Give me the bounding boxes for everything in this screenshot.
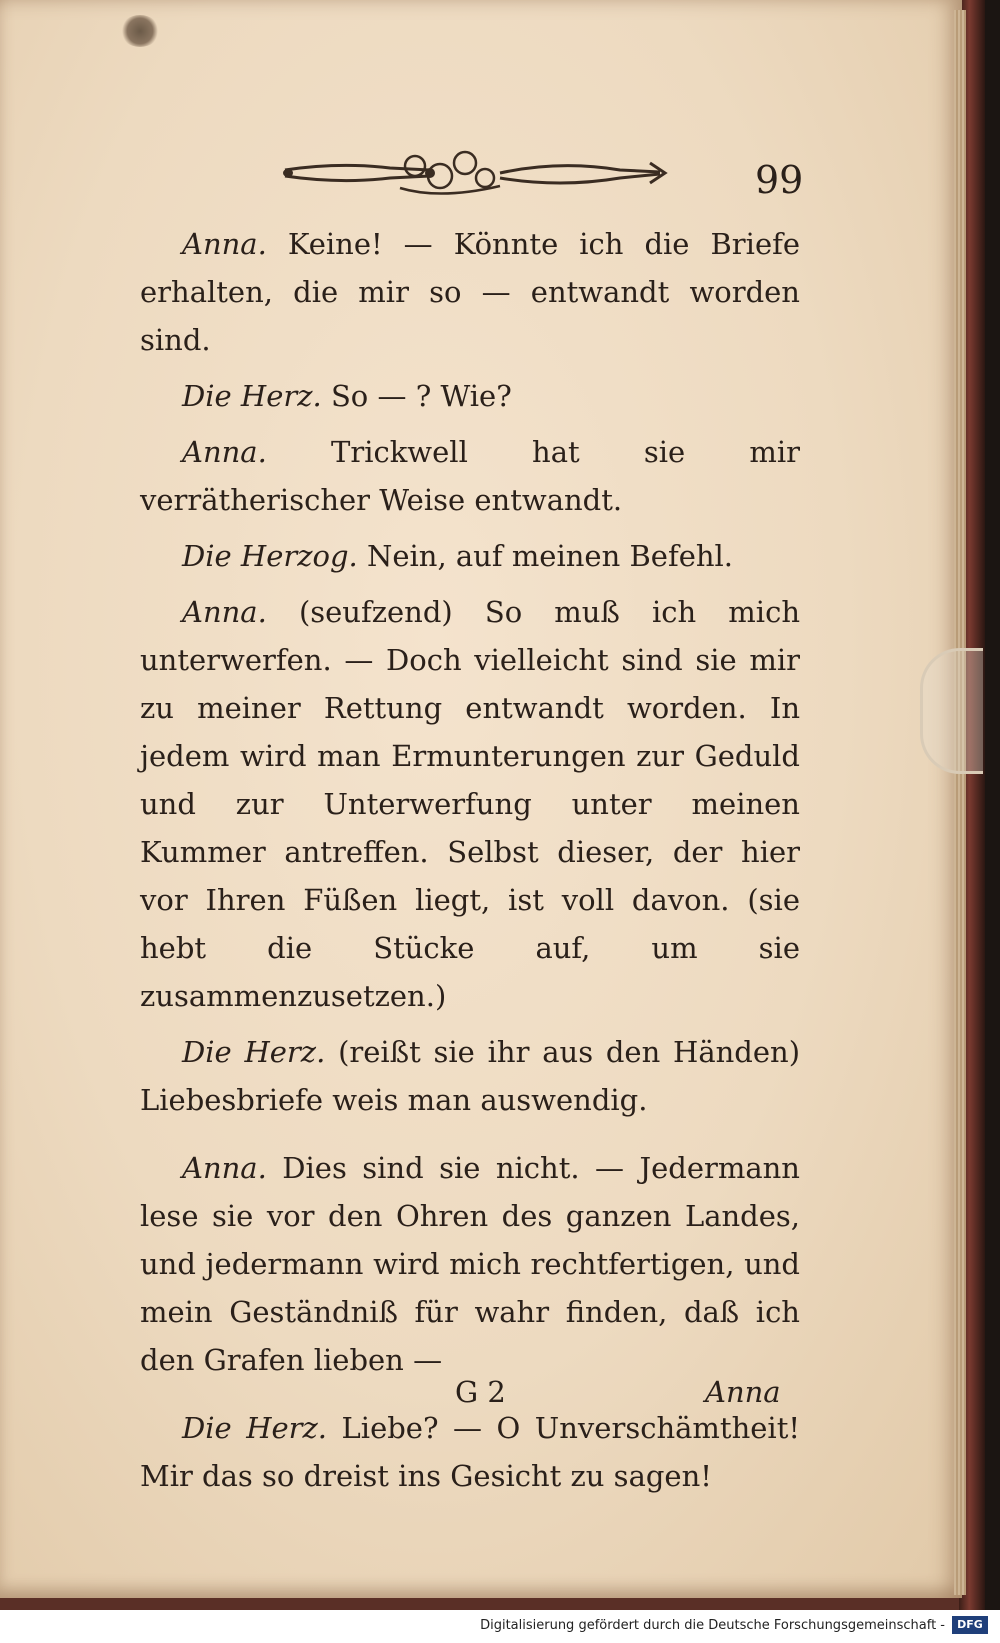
dialogue-text: So — ? Wie? [330,379,512,413]
page-clip [920,648,983,774]
dialogue-paragraph [140,372,800,420]
speaker-name: Anna. [182,1151,267,1185]
speaker-name: Anna. [182,227,267,261]
decorative-ornament [280,148,670,203]
dialogue-paragraph [140,1028,800,1124]
dialogue-text: (reißt sie ihr aus den Händen) Liebesbriefe weis man auswendig. [140,1035,801,1117]
speaker-name: Anna. [182,595,267,629]
dialogue-paragraph [140,1144,800,1384]
dialogue-paragraph [140,1404,800,1500]
speaker-name: Anna. [182,435,267,469]
ink-stain [120,15,160,47]
speaker-name: Die Herz. [182,1411,328,1445]
page-edge [954,10,966,1595]
dfg-logo: DFG [952,1616,988,1634]
dialogue-text: Nein, auf meinen Befehl. [366,539,734,573]
footer-bar [0,1610,1000,1643]
dialogue-text: Dies sind sie nicht. — Jedermann lese sie vor den Ohren des ganzen Landes, und jedermann wird mich rechtfertigen, und mein Geständniß für wahr finden, daß ich den Grafen lieben — [140,1151,800,1377]
dialogue-paragraph [140,428,800,524]
signature-mark: G 2 [455,1375,506,1409]
speaker-name: Die Herz. [182,379,322,413]
speaker-name: Die Herzog. [182,539,358,573]
dialogue-text: Trickwell hat sie mir verrätherischer Weise entwandt. [140,435,801,517]
catchword: Anna [705,1375,781,1409]
dialogue-paragraph [140,220,800,364]
speaker-name: Die Herz. [182,1035,326,1069]
dialogue-paragraph [140,588,800,1020]
dialogue-text: Liebe? — O Unverschämtheit! Mir das so dreist ins Gesicht zu sagen! [140,1411,801,1493]
footer-credit: Digitalisierung gefördert durch die Deutsche Forschungsgemeinschaft - [480,1618,945,1633]
dialogue-text: (seufzend) So muß ich mich unterwerfen. — Doch vielleicht sind sie mir zu meiner Rettung entwandt worden. In jedem wird man Ermunterungen zur Geduld und zur Unterwerfung unter meinen Kummer antreffen. Selbst dieser, der hier vor Ihren Füßen liegt, ist voll davon. (sie hebt die Stücke auf, um sie zusammenzusetzen.) [140,595,801,1013]
page-number: 99 [755,158,804,202]
dialogue-text: Keine! — Könnte ich die Briefe erhalten, die mir so — entwandt worden sind. [140,227,801,357]
dialogue-paragraph [140,532,800,580]
body-text [140,220,800,1508]
